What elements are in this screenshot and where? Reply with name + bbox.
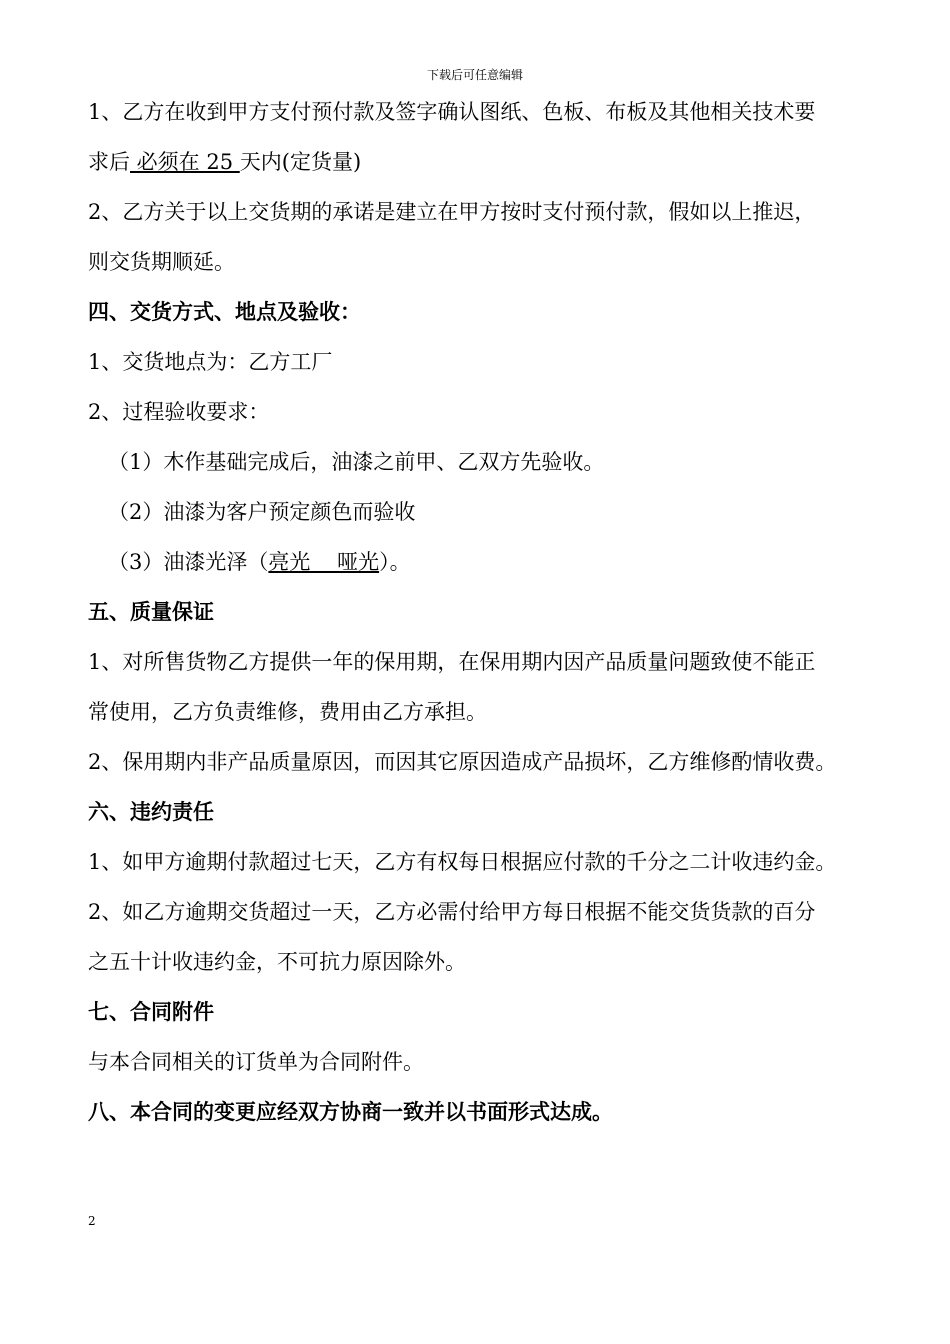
sec8-heading: 八、本合同的变更应经双方协商一致并以书面形式达成。	[88, 1099, 613, 1124]
sec4-sub1: （1）木作基础完成后，油漆之前甲、乙双方先验收。	[108, 450, 605, 474]
page-number: 2	[88, 1214, 96, 1228]
gloss-options-underlined: 亮光 哑光	[268, 550, 380, 574]
sec7-heading: 七、合同附件	[88, 999, 214, 1024]
sec3-item1-line2	[88, 147, 361, 177]
sec5-item1-line1: 1、对所售货物乙方提供一年的保用期，在保用期内因产品质量问题致使不能正	[88, 650, 816, 674]
sec4-item2: 2、过程验收要求：	[88, 400, 270, 424]
sec5-item1-line2: 常使用，乙方负责维修，费用由乙方承担。	[88, 700, 487, 724]
sec3-item1-line1: 1、乙方在收到甲方支付预付款及签字确认图纸、色板、布板及其他相关技术要	[88, 100, 816, 124]
sec7-text: 与本合同相关的订货单为合同附件。	[88, 1050, 424, 1074]
sec5-item2: 2、保用期内非产品质量原因，而因其它原因造成产品损坏，乙方维修酌情收费。	[88, 750, 837, 774]
sec6-heading: 六、违约责任	[88, 799, 214, 824]
deadline-underlined: 必须在 25	[130, 150, 240, 174]
sec5-heading: 五、质量保证	[88, 599, 214, 624]
sec4-sub2: （2）油漆为客户预定颜色而验收	[108, 500, 416, 524]
sec4-heading: 四、交货方式、地点及验收：	[88, 299, 361, 324]
page-header: 下载后可任意编辑	[426, 68, 523, 82]
sec3-item2-line1: 2、乙方关于以上交货期的承诺是建立在甲方按时支付预付款，假如以上推迟，	[88, 200, 816, 224]
sec4-sub3-end: ）。	[379, 550, 411, 574]
sec3-item1-line2-end: 天内(定货量)	[239, 150, 362, 174]
sec6-item2-line1: 2、如乙方逾期交货超过一天，乙方必需付给甲方每日根据不能交货货款的百分	[88, 900, 816, 924]
sec3-item1-line2-start: 求后	[88, 150, 130, 174]
sec4-item1: 1、交货地点为：乙方工厂	[88, 350, 333, 374]
sec3-item2-line2: 则交货期顺延。	[88, 250, 235, 274]
sec6-item2-line2: 之五十计收违约金，不可抗力原因除外。	[88, 950, 466, 974]
sec6-item1: 1、如甲方逾期付款超过七天，乙方有权每日根据应付款的千分之二计收违约金。	[88, 850, 837, 874]
sec4-sub3-start: （3）油漆光泽（	[108, 550, 269, 574]
sec4-sub3	[108, 547, 411, 577]
